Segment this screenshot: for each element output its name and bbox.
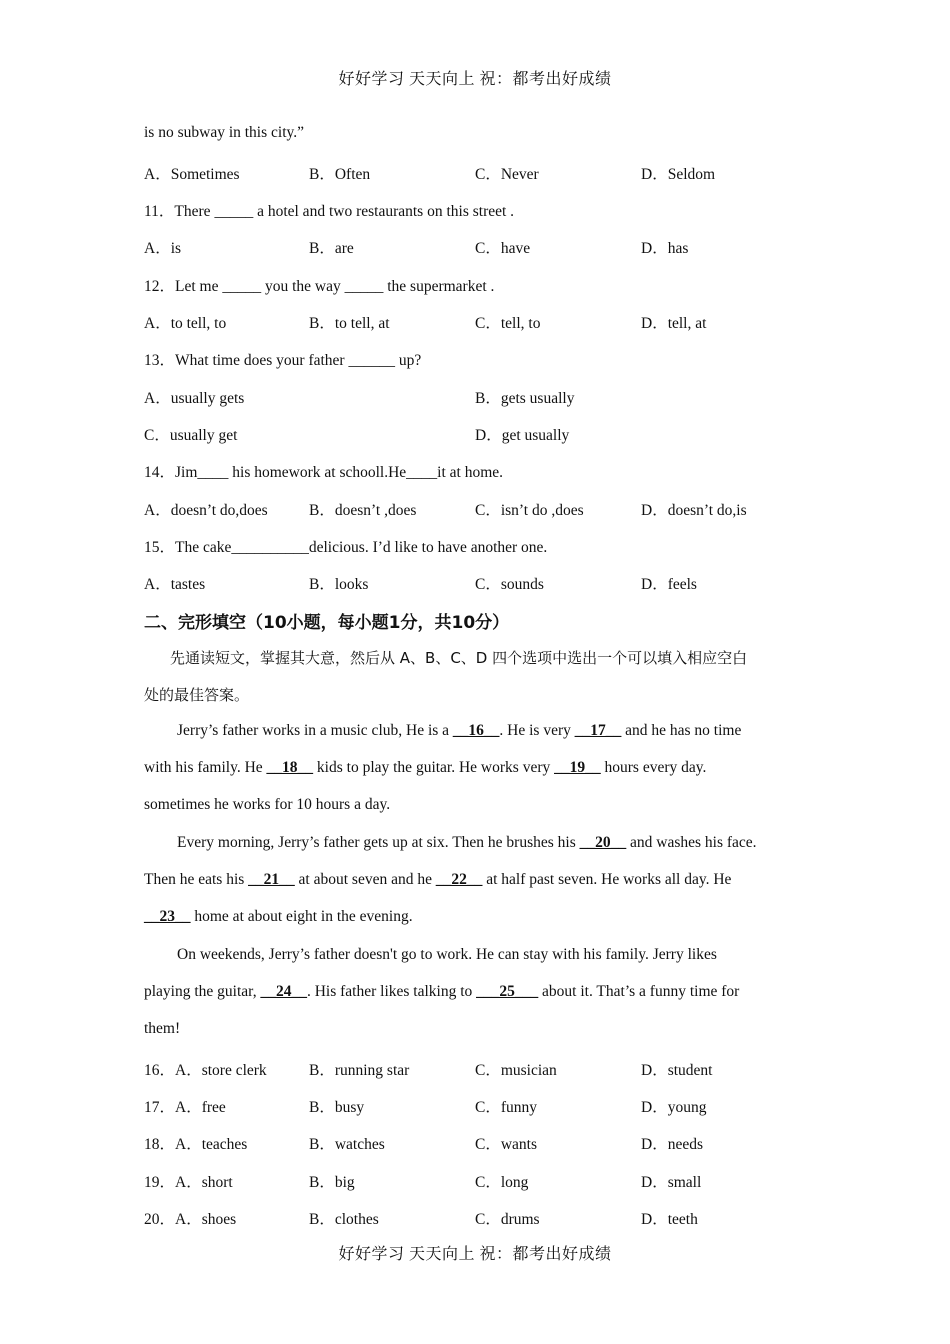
q19-option-c: C．long	[475, 1174, 529, 1191]
text: Jerry’s father works in a music club, He is a	[177, 722, 453, 739]
text: home at about eight in the evening.	[190, 908, 413, 925]
blank-17: __17__	[574, 722, 622, 739]
q20-option-b: B．clothes	[309, 1211, 379, 1228]
passage-line-6	[144, 908, 413, 926]
q11-option-d: D．has	[641, 240, 689, 257]
q16-option-c: C．musician	[475, 1062, 557, 1079]
q10-option-b: B．Often	[309, 166, 371, 183]
blank-24: __24__	[260, 983, 307, 1000]
q13-option-d: D．get usually	[475, 427, 570, 444]
q12-option-c: C．tell, to	[475, 315, 541, 332]
q12-option-b: B．to tell, at	[309, 315, 390, 332]
q14-option-d: D．doesn’t do,is	[641, 502, 747, 519]
q19-option-d: D．small	[641, 1174, 702, 1191]
q17-option-a: 17．A．free	[144, 1099, 226, 1116]
q16-option-a: 16．A．store clerk	[144, 1062, 267, 1079]
blank-16: __16__	[452, 722, 500, 739]
q12-option-d: D．tell, at	[641, 315, 707, 332]
text: at half past seven. He works all day. He	[482, 871, 732, 888]
q20-option-d: D．teeth	[641, 1211, 698, 1228]
passage-line-5	[144, 871, 731, 889]
passage-line-8	[144, 983, 739, 1001]
q15-option-d: D．feels	[641, 576, 697, 593]
text: playing the guitar,	[144, 983, 261, 1000]
q14-stem: 14．Jim____ his homework at schooll.He____it at home.	[144, 464, 504, 481]
q13-option-b: B．gets usually	[475, 390, 575, 407]
q12-stem: 12．Let me _____ you the way _____ the supermarket .	[144, 278, 495, 295]
text: and he has no time	[621, 722, 742, 739]
blank-19: __19__	[554, 759, 601, 776]
text: Then he eats his	[144, 871, 249, 888]
q13-option-c: C．usually get	[144, 427, 238, 444]
blank-21: __21__	[248, 871, 295, 888]
blank-22: __22__	[435, 871, 483, 888]
q18-option-c: C．wants	[475, 1136, 538, 1153]
passage-line-9: them!	[144, 1020, 181, 1037]
section-instruction-line1: 先通读短文，掌握其大意，然后从 A、B、C、D 四个选项中选出一个可以填入相应空白	[170, 649, 748, 667]
q17-option-b: B．busy	[309, 1099, 365, 1116]
q19-option-a: 19．A．short	[144, 1174, 233, 1191]
q13-stem: 13．What time does your father ______ up?	[144, 352, 422, 369]
page-footer: 好好学习 天天向上 祝：都考出好成绩	[338, 1246, 612, 1263]
q10-option-d: D．Seldom	[641, 166, 716, 183]
q19-option-b: B．big	[309, 1174, 355, 1191]
blank-20: __20__	[579, 834, 627, 851]
text: Every morning, Jerry’s father gets up at six. Then he brushes his	[177, 834, 580, 851]
q16-option-b: B．running star	[309, 1062, 410, 1079]
passage-line-4	[177, 834, 757, 852]
blank-18: __18__	[266, 759, 314, 776]
q18-option-b: B．watches	[309, 1136, 385, 1153]
q11-option-b: B．are	[309, 240, 354, 257]
q12-option-a: A．to tell, to	[144, 315, 227, 332]
passage-line-2	[144, 759, 706, 777]
passage-line-3: sometimes he works for 10 hours a day.	[144, 796, 391, 813]
q11-option-c: C．have	[475, 240, 531, 257]
passage-line-7: On weekends, Jerry’s father doesn't go to work. He can stay with his family. Jerry likes	[177, 946, 717, 963]
q10-stem-tail: is no subway in this city.”	[144, 124, 305, 141]
q11-stem: 11．There _____ a hotel and two restaurants on this street .	[144, 203, 515, 220]
q18-option-a: 18．A．teaches	[144, 1136, 248, 1153]
text: at about seven and he	[294, 871, 436, 888]
q15-option-b: B．looks	[309, 576, 369, 593]
text: about it. That’s a funny time for	[538, 983, 740, 1000]
q20-option-c: C．drums	[475, 1211, 540, 1228]
q11-option-a: A．is	[144, 240, 182, 257]
blank-23: __23__	[144, 908, 191, 925]
text: kids to play the guitar. He works very	[313, 759, 555, 776]
q13-option-a: A．usually gets	[144, 390, 245, 407]
text: and washes his face.	[626, 834, 757, 851]
section-title: 二、完形填空（10小题，每小题1分，共10分）	[144, 613, 510, 633]
q14-option-c: C．isn’t do ,does	[475, 502, 584, 519]
q15-option-a: A．tastes	[144, 576, 206, 593]
text: . He is very	[499, 722, 575, 739]
q17-option-d: D．young	[641, 1099, 707, 1116]
q17-option-c: C．funny	[475, 1099, 538, 1116]
q15-stem: 15．The cake__________delicious. I’d like to have another one.	[144, 539, 548, 556]
q20-option-a: 20．A．shoes	[144, 1211, 237, 1228]
text: hours every day.	[600, 759, 707, 776]
blank-25: ___25___	[476, 983, 539, 1000]
q10-option-a: A．Sometimes	[144, 166, 240, 183]
passage-line-1	[177, 722, 741, 740]
section-instruction-line2: 处的最佳答案。	[144, 686, 250, 704]
page-header: 好好学习 天天向上 祝：都考出好成绩	[338, 71, 612, 88]
text: . His father likes talking to	[306, 983, 477, 1000]
q10-option-c: C．Never	[475, 166, 539, 183]
q14-option-b: B．doesn’t ,does	[309, 502, 417, 519]
q16-option-d: D．student	[641, 1062, 713, 1079]
q15-option-c: C．sounds	[475, 576, 544, 593]
q14-option-a: A．doesn’t do,does	[144, 502, 268, 519]
text: with his family. He	[144, 759, 267, 776]
q18-option-d: D．needs	[641, 1136, 703, 1153]
